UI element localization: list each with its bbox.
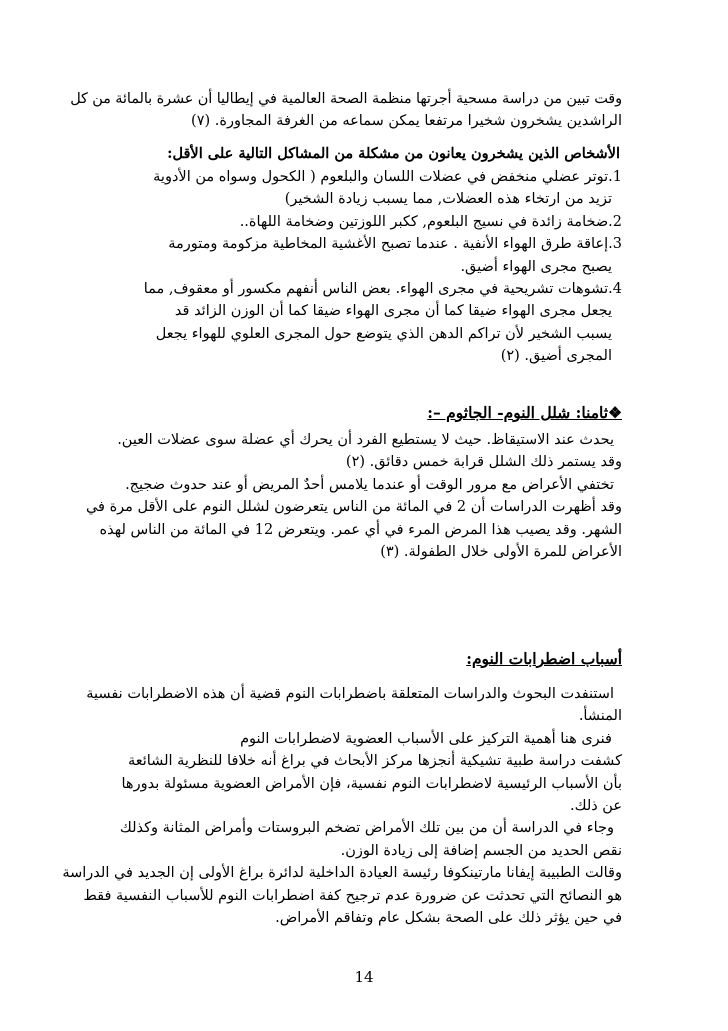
intro-paragraph xyxy=(62,88,622,133)
paralysis-line-5: الشهر. وقد يصيب هذا المرض المرء في أي عمر. ويتعرض 12 في المائة من الناس لهذه xyxy=(99,521,622,538)
intro-line-2: الراشدين يشخرون شخيرا مرتفعا يمكن سماعه من الغرفة المجاورة. (٧) xyxy=(191,113,622,130)
causes-heading: أسباب اضطرابات النوم: xyxy=(466,649,622,668)
page-number: 14 xyxy=(354,968,374,986)
snoring-line-6: 4.تشوهات تشريحية في مجرى الهواء. بعض الناس أنفهم مكسور أو معقوف, مما xyxy=(143,281,622,298)
paralysis-line-6: الأعراض للمرة الأولى خلال الطفولة. (٣) xyxy=(380,544,622,561)
paralysis-line-3: تختفي الأعراض مع مرور الوقت أو عندما يلامس أحدٌ المريض أو عند حدوث ضجيج. xyxy=(125,476,614,493)
paralysis-heading: ❖ثامنا: شلل النوم- الجاثوم –: xyxy=(427,403,622,422)
causes-line-6: عن ذلك. xyxy=(569,798,622,815)
snoring-line-4: 3.إعاقة طرق الهواء الأنفية . عندما تصبح الأغشية المخاطية مزكومة ومتورمة xyxy=(168,236,622,253)
causes-line-5: بأن الأسباب الرئيسية لاضطرابات النوم نفسية، فإن الأمراض العضوية مسئولة بدورها xyxy=(121,775,622,792)
intro-line-1: وقت تبين من دراسة مسحية أجرتها منظمة الصحة العالمية في إيطاليا أن عشرة بالمائة من كل xyxy=(70,91,622,107)
causes-line-3: فنرى هنا أهمية التركيز على الأسباب العضوية لاضطرابات النوم xyxy=(240,730,612,747)
snoring-line-1: 1.توتر عضلي منخفض في عضلات اللسان والبلعوم ( الكحول وسواه من الأدوية xyxy=(153,169,622,185)
snoring-heading: الأشخاص الذين يشخرون يعانون من مشكلة من المشاكل التالية على الأقل: xyxy=(167,145,620,162)
causes-line-9: وقالت الطبيبة إيفانا مارتينكوفا رئيسة العيادة الداخلية لدائرة براغ الأولى إن الجديد في الدراسة xyxy=(62,865,622,882)
causes-line-4: كشفت دراسة طبية تشيكية أنجزها مركز الأبحاث في براغ أنه خلافا للنظرية الشائعة xyxy=(127,753,622,770)
paralysis-line-1: يحدث عند الاستيقاظ. حيث لا يستطيع الفرد أن يحرك أي عضلة سوى عضلات العين. xyxy=(117,432,614,448)
snoring-line-5: يصبح مجرى الهواء أضيق. xyxy=(460,258,612,275)
causes-line-7: وجاء في الدراسة أن من بين تلك الأمراض تضخم البروستات وأمراض المثانة وكذلك xyxy=(119,820,614,837)
snoring-line-3: 2.ضخامة زائدة في نسيج البلعوم, ككبر اللوزتين وضخامة اللهاة.. xyxy=(239,213,622,230)
paralysis-line-2: وقد يستمر ذلك الشلل قرابة خمس دقائق. (٢) xyxy=(345,454,622,471)
causes-paragraph xyxy=(62,683,622,929)
causes-line-2: المنشأ. xyxy=(578,708,622,725)
causes-line-11: في حين يؤثر ذلك على الصحة بشكل عام وتفاقم الأمراض. xyxy=(275,910,622,927)
snoring-line-9: المجرى أضيق. (٢) xyxy=(500,348,612,365)
paralysis-line-4: وقد أظهرت الدراسات أن 2 في المائة من الناس يتعرضون لشلل النوم على الأقل مرة في xyxy=(85,499,622,516)
causes-line-10: هو النصائح التي تحدثت عن ضرورة عدم ترجيح كفة اضطرابات النوم للأسباب النفسية فقط xyxy=(83,887,622,904)
snoring-line-8: يسبب الشخير لأن تراكم الدهن الذي يتوضع حول المجرى العلوي للهواء يجعل xyxy=(155,325,612,342)
snoring-list xyxy=(62,166,622,368)
causes-line-8: نقص الحديد من الجسم إضافة إلى زيادة الوزن. xyxy=(340,842,622,859)
causes-line-1: استنفدت البحوث والدراسات المتعلقة باضطرابات النوم قضية أن هذه الاضطرابات نفسية xyxy=(86,686,614,702)
paralysis-paragraph xyxy=(62,429,622,563)
snoring-line-2: تزيد من ارتخاء هذه العضلات, مما يسبب زيادة الشخير) xyxy=(284,191,612,208)
snoring-line-7: يجعل مجرى الهواء ضيقا كما أن مجرى الهواء ضيقا كما أن الوزن الزائد قد xyxy=(174,303,612,320)
